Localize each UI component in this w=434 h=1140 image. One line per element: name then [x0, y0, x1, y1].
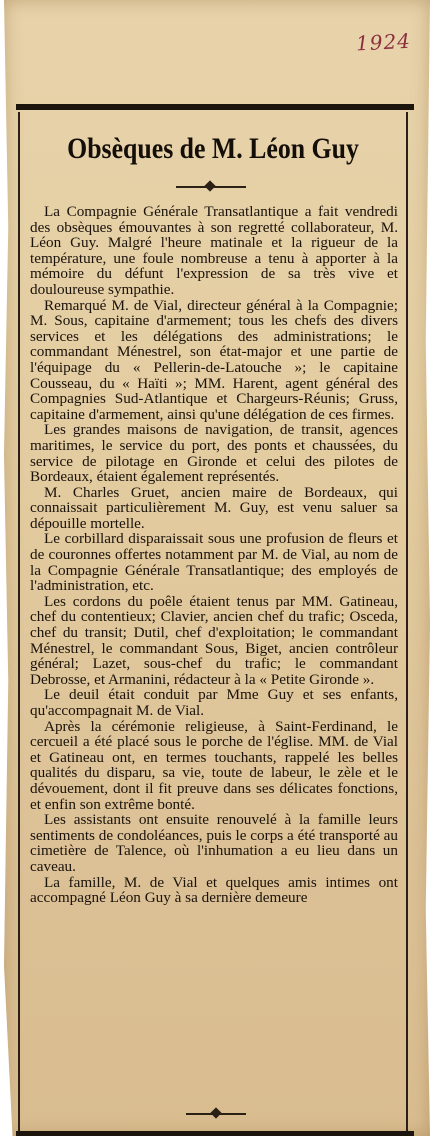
top-rule [16, 104, 414, 110]
article-body [30, 204, 398, 906]
headline-ornament [176, 186, 246, 188]
handwritten-date: 1924 [355, 28, 412, 56]
paragraph-2: Remarqué M. de Vial, directeur général à la Compagnie; M. Sous, capitaine d'armement; tous les chefs des divers services et les délégations des administrations; le commandant Ménestrel, son état-major et une partie de l'équipage du « Pellerin-de-Latouche »; le capitaine Cousseau, du « Haïti »; MM. Harent, agent général des Compagnies Sud-Atlantique et Chargeurs-Réunis; Gruss, capitaine d'armement, ainsi qu'une délégation de ces firmes. [30, 296, 398, 423]
bottom-rule [16, 1131, 414, 1136]
article-headline: Obsèques de M. Léon Guy [67, 132, 359, 165]
right-column-rule [406, 112, 408, 1132]
paragraph-10: La famille, M. de Vial et quelques amis intimes ont accompagné Léon Guy à sa dernière demeure [30, 873, 398, 907]
left-column-rule [18, 112, 20, 1132]
paragraph-6: Les cordons du poêle étaient tenus par MM. Gatineau, chef du contentieux; Clavier, ancien chef du trafic; Osceda, chef du transit; Dutil, chef d'exploitation; le commandant Ménestrel, le commandant Sous, Biget, ancien contrôleur général; Lazet, sous-chef du trafic; le commandant Debrosse, et Armanini, rédacteur à la « Petite Gironde ». [30, 592, 398, 688]
paragraph-8: Après la cérémonie religieuse, à Saint-Ferdinand, le cercueil a été placé sous le porche de l'église. MM. de Vial et Gatineau ont, en termes touchants, rappelé les belles qualités du disparu, sa vie, toute de labeur, le zèle et le dévouement, dont il fit preuve dans ses délicates fonctions, et enfin son extrême bonté. [30, 717, 398, 813]
paragraph-3: Les grandes maisons de navigation, de transit, agences maritimes, le service du port, des ponts et chaussées, du service de pilotage en Gironde et celui des pilotes de Bordeaux, étaient également représentés. [30, 421, 398, 486]
paragraph-5: Le corbillard disparaissait sous une profusion de fleurs et de couronnes offertes notamment par M. de Vial, au nom de la Compagnie Générale Transatlantique; des employés de l'administration, etc. [30, 530, 398, 595]
paragraph-7: Le deuil était conduit par Mme Guy et ses enfants, qu'accompagnait M. de Vial. [30, 686, 398, 719]
paragraph-9: Les assistants ont ensuite renouvelé à la famille leurs sentiments de condoléances, puis le corps a été transporté au cimetière de Talence, où l'inhumation a eu lieu dans un caveau. [30, 811, 398, 875]
paragraph-1: La Compagnie Générale Transatlantique a fait vendredi des obsèques émouvantes à son regretté collaborateur, M. Léon Guy. Malgré l'heure matinale et la rigueur de la température, une foule nombreuse a tenu à apporter à la mémoire du défunt l'expression de sa très vive et douloureuse sympathie. [30, 203, 398, 298]
paragraph-4: M. Charles Gruet, ancien maire de Bordeaux, qui connaissait particulièrement M. Guy, est venu saluer sa dépouille mortelle. [30, 483, 398, 532]
closing-ornament [186, 1113, 246, 1115]
